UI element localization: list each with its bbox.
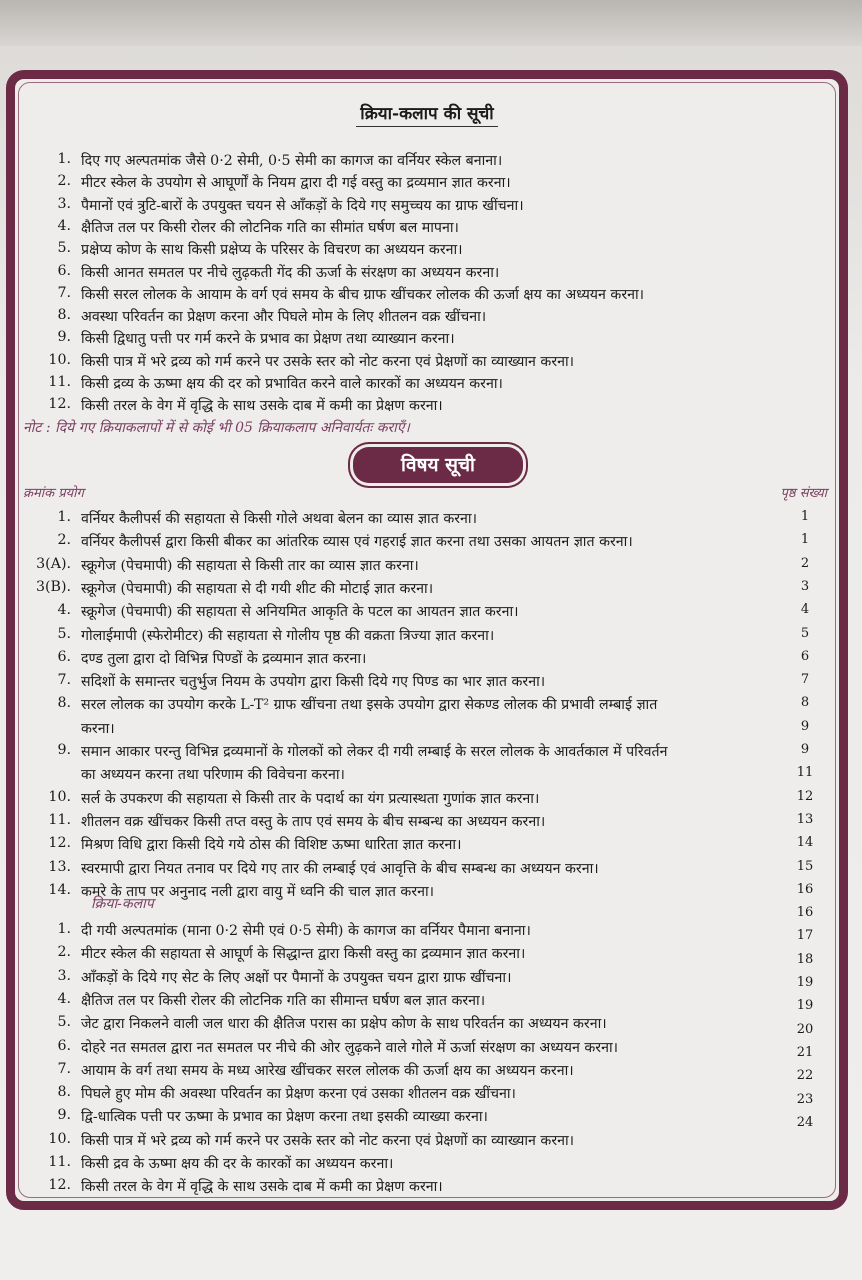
column-header-page: पृष्ठ संख्या	[780, 486, 827, 501]
activity-text: आयाम के वर्ग तथा समय के मध्य आरेख खींचकर सरल लोलक की ऊर्जा क्षय का अध्ययन करना।	[81, 1062, 574, 1079]
activities-subheading: क्रिया-कलाप	[91, 896, 154, 912]
page-number: 23	[796, 1091, 814, 1107]
page-number: 8	[800, 695, 810, 711]
page-number: 9	[800, 742, 810, 757]
activity-number: 5.	[57, 1014, 71, 1031]
page-number: 7	[800, 672, 810, 688]
experiment-text: वर्नियर कैलीपर्स द्वारा किसी बीकर का आंतरिक व्यास एवं गहराई ज्ञात करना तथा उसका आयतन ज्ञात करना।	[81, 534, 633, 551]
page-number: 20	[796, 1021, 814, 1037]
page-number: 15	[796, 858, 814, 874]
item-text: मीटर स्केल के उपयोग से आघूर्णों के नियम द्वारा दी गई वस्तु का द्रव्यमान ज्ञात करना।	[81, 175, 511, 192]
page-number: 14	[796, 835, 814, 851]
page-number: 9	[800, 718, 810, 734]
page-number: 3	[800, 578, 810, 594]
item-text: किसी द्रव्य के ऊष्मा क्षय की दर को प्रभावित करने वाले कारकों का अध्ययन करना।	[81, 376, 503, 392]
item-number: 4.	[57, 217, 71, 234]
activity-text: दोहरे नत समतल द्वारा नत समतल पर नीचे की ओर लुढ़कने वाले गोले में ऊर्जा संरक्षण का अध्ययन करना।	[81, 1039, 619, 1056]
experiment-text: दण्ड तुला द्वारा दो विभिन्न पिण्डों के द्रव्यमान ज्ञात करना।	[81, 650, 367, 667]
column-header-serial: क्रमांक प्रयोग	[23, 486, 84, 501]
experiment-number: 3(A).	[36, 555, 71, 572]
item-text: किसी सरल लोलक के आयाम के वर्ग एवं समय के बीच ग्राफ खींचकर लोलक की ऊर्जा क्षय का अध्ययन करना।	[81, 286, 645, 303]
item-number: 6.	[57, 262, 71, 279]
activity-text: किसी तरल के वेग में वृद्धि के साथ उसके दाब में कमी का प्रेक्षण करना।	[81, 1179, 443, 1196]
page-number: 22	[796, 1068, 814, 1084]
activity-number: 11.	[48, 1154, 71, 1170]
experiment-number: 13.	[48, 858, 71, 875]
experiment-text: गोलाईमापी (स्फेरोमीटर) की सहायता से गोलीय पृष्ठ की वक्रता त्रिज्या ज्ञात करना।	[81, 627, 495, 644]
experiment-number: 7.	[57, 672, 71, 689]
experiment-text: स्क्रूगेज (पेचमापी) की सहायता से किसी तार का व्यास ज्ञात करना।	[81, 557, 419, 574]
experiment-text: स्वरमापी द्वारा नियत तनाव पर दिये गए तार की लम्बाई एवं आवृत्ति के बीच सम्बन्ध का अध्ययन करना।	[81, 860, 599, 877]
contents-banner: विषय सूची	[353, 447, 523, 483]
experiment-number: 11.	[48, 811, 71, 828]
item-text: किसी आनत समतल पर नीचे लुढ़कती गेंद की ऊर्जा के संरक्षण का अध्ययन करना।	[81, 264, 500, 281]
page-top-shadow	[0, 0, 862, 46]
experiment-text: कमरे के ताप पर अनुनाद नली द्वारा वायु में ध्वनि की चाल ज्ञात करना।	[81, 883, 435, 900]
page-number: 21	[796, 1044, 814, 1060]
experiment-text: सदिशों के समान्तर चतुर्भुज नियम के उपयोग द्वारा किसी दिये गए पिण्ड का भार ज्ञात करना।	[81, 674, 546, 691]
item-number: 7.	[57, 284, 71, 301]
activity-number: 12.	[48, 1177, 71, 1194]
item-number: 10.	[48, 351, 71, 368]
page-number: 4	[800, 602, 810, 618]
page-number: 2	[800, 555, 810, 571]
page-number: 13	[796, 811, 814, 827]
item-number: 8.	[57, 307, 71, 324]
experiment-text: समान आकार परन्तु विभिन्न द्रव्यमानों के गोलकों को लेकर दी गयी लम्बाई के सरल लोलक के आवर्तकाल में परिवर्तन	[81, 744, 668, 760]
item-text: किसी तरल के वेग में वृद्धि के साथ उसके दाब में कमी का प्रेक्षण करना।	[81, 398, 443, 415]
page-number: 19	[796, 998, 814, 1014]
activity-number: 9.	[57, 1107, 71, 1124]
activity-number: 6.	[57, 1037, 71, 1054]
item-number: 9.	[57, 329, 71, 346]
page-number: 18	[796, 951, 814, 967]
experiment-text: सरल लोलक का उपयोग करके L-T² ग्राफ खींचना तथा इसके उपयोग द्वारा सेकण्ड लोलक की प्रभावी लम्बाई ज्ञात	[81, 697, 658, 714]
experiment-text: मिश्रण विधि द्वारा किसी दिये गये ठोस की विशिष्ट ऊष्मा धारिता ज्ञात करना।	[81, 837, 462, 854]
activity-text: आँकड़ों के दिये गए सेट के लिए अक्षों पर पैमानों के उपयुक्त चयन द्वारा ग्राफ खींचना।	[81, 969, 512, 986]
item-number: 11.	[48, 374, 71, 390]
page-number: 1	[800, 509, 810, 524]
experiment-number: 4.	[57, 602, 71, 619]
experiment-text: वर्नियर कैलीपर्स की सहायता से किसी गोले अथवा बेलन का व्यास ज्ञात करना।	[81, 511, 477, 527]
experiment-text: स्क्रूगेज (पेचमापी) की सहायता से अनियमित आकृति के पटल का आयतन ज्ञात करना।	[81, 604, 519, 621]
page-number: 19	[796, 975, 814, 990]
page-number: 24	[796, 1114, 814, 1130]
activity-number: 3.	[57, 967, 71, 984]
activity-text: जेट द्वारा निकलने वाली जल धारा की क्षैतिज परास का प्रक्षेप कोण के साथ परिवर्तन का अध्ययन करना।	[81, 1016, 607, 1033]
activity-number: 4.	[57, 990, 71, 1007]
experiment-number: 14.	[48, 881, 71, 898]
activity-list-title: क्रिया-कलाप की सूची	[15, 101, 839, 124]
activity-text: किसी द्रव के ऊष्मा क्षय की दर के कारकों का अध्ययन करना।	[81, 1156, 394, 1172]
item-number: 1.	[57, 151, 71, 167]
activity-text: किसी पात्र में भरे द्रव्य को गर्म करने पर उसके स्तर को नोट करना एवं प्रेक्षणों का व्याख्यान करना।	[81, 1132, 575, 1149]
experiment-number: 6.	[57, 648, 71, 665]
activity-text: द्वि-धात्विक पत्ती पर ऊष्मा के प्रभाव का प्रेक्षण करना तथा इसकी व्याख्या करना।	[81, 1109, 488, 1126]
experiment-number: 5.	[57, 625, 71, 642]
experiment-number: 3(B).	[35, 578, 71, 595]
page-number: 11	[796, 765, 814, 781]
item-text: क्षैतिज तल पर किसी रोलर की लोटनिक गति का सीमांत घर्षण बल मापना।	[81, 219, 459, 236]
experiment-text: सर्ल के उपकरण की सहायता से किसी तार के पदार्थ का यंग प्रत्यास्थता गुणांक ज्ञात करना।	[81, 790, 540, 807]
experiment-number: 12.	[48, 835, 71, 852]
activity-text: मीटर स्केल की सहायता से आघूर्ण के सिद्धान्त द्वारा किसी वस्तु का द्रव्यमान ज्ञात करना।	[81, 946, 526, 963]
activity-number: 10.	[48, 1130, 71, 1147]
experiment-number: 2.	[57, 532, 71, 549]
experiment-number: 10.	[48, 788, 71, 805]
experiment-number: 9.	[57, 742, 71, 758]
page-number: 1	[800, 532, 810, 548]
experiment-text: स्क्रूगेज (पेचमापी) की सहायता से दी गयी शीट की मोटाई ज्ञात करना।	[81, 580, 434, 597]
item-text: पैमानों एवं त्रुटि-बारों के उपयुक्त चयन से आँकड़ों के दिये गए समुच्चय का ग्राफ खींचना।	[81, 197, 524, 214]
page-number: 6	[800, 648, 810, 664]
item-number: 3.	[57, 195, 71, 212]
item-number: 12.	[48, 396, 71, 413]
experiment-number: 8.	[57, 695, 71, 712]
item-number: 5.	[57, 240, 71, 257]
item-text: दिए गए अल्पतमांक जैसे 0·2 सेमी, 0·5 सेमी का कागज का वर्नियर स्केल बनाना।	[81, 153, 503, 169]
page-number: 16	[796, 881, 814, 897]
item-number: 2.	[57, 173, 71, 190]
activity-text: क्षैतिज तल पर किसी रोलर की लोटनिक गति का सीमान्त घर्षण बल ज्ञात करना।	[81, 992, 486, 1009]
page-number: 17	[796, 928, 814, 944]
experiment-text: करना।	[81, 720, 115, 737]
note-text: नोट : दिये गए क्रियाकलापों में से कोई भी 05 क्रियाकलाप अनिवार्यतः कराएँ।	[23, 420, 410, 436]
activity-number: 8.	[57, 1084, 71, 1101]
item-text: प्रक्षेप्य कोण के साथ किसी प्रक्षेप्य के परिसर के विचरण का अध्ययन करना।	[81, 242, 463, 259]
experiment-text: शीतलन वक्र खींचकर किसी तप्त वस्तु के ताप एवं समय के बीच सम्बन्ध का अध्ययन करना।	[81, 813, 546, 830]
experiment-text: का अध्ययन करना तथा परिणाम की विवेचना करना।	[81, 767, 345, 784]
content-frame	[6, 70, 848, 1210]
item-text: किसी द्विधातु पत्ती पर गर्म करने के प्रभाव का प्रेक्षण तथा व्याख्यान करना।	[81, 331, 455, 348]
activity-number: 7.	[57, 1060, 71, 1077]
activity-number: 2.	[57, 944, 71, 961]
page-number: 5	[800, 625, 810, 641]
experiment-number: 1.	[57, 509, 71, 525]
page-number: 12	[796, 788, 814, 804]
page-number: 16	[796, 905, 814, 921]
activity-text: दी गयी अल्पतमांक (माना 0·2 सेमी एवं 0·5 सेमी) के कागज का वर्नियर पैमाना बनाना।	[81, 923, 531, 939]
activity-number: 1.	[57, 921, 71, 937]
activity-text: पिघले हुए मोम की अवस्था परिवर्तन का प्रेक्षण करना एवं उसका शीतलन वक्र खींचना।	[81, 1086, 516, 1103]
item-text: अवस्था परिवर्तन का प्रेक्षण करना और पिघले मोम के लिए शीतलन वक्र खींचना।	[81, 309, 487, 326]
item-text: किसी पात्र में भरे द्रव्य को गर्म करने पर उसके स्तर को नोट करना एवं प्रेक्षणों का व्याख्यान करना।	[81, 353, 575, 370]
